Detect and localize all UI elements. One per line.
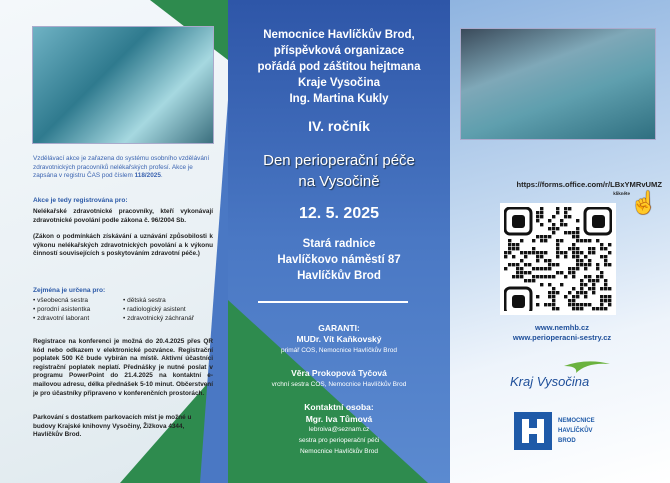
target-item: • zdravotní laborant bbox=[33, 315, 123, 324]
website-link[interactable]: www.perioperacni-sestry.cz bbox=[512, 333, 612, 342]
divider bbox=[258, 301, 408, 303]
target-item: • porodní asistentka bbox=[33, 306, 123, 315]
edition: IV. ročník bbox=[308, 118, 370, 134]
operating-room-photo bbox=[460, 28, 656, 140]
event-title bbox=[228, 150, 450, 192]
guarantors-heading: GARANTI: bbox=[318, 323, 360, 333]
venue-line: Stará radnice bbox=[302, 238, 376, 250]
contact-name: Mgr. Iva Tůmová bbox=[305, 414, 373, 424]
parking-text: Parkování s dostatkem parkovacích míst je možné u budovy Krajské knihovny Vysočiny, Žižkova 4344, Havlíčkův Brod. bbox=[33, 414, 192, 439]
organizer-line: Nemocnice Havlíčkův Brod, bbox=[263, 29, 415, 41]
websites bbox=[462, 323, 662, 343]
guarantor-name: Věra Prokopová Tyčová bbox=[291, 368, 387, 378]
qr-code-pattern bbox=[504, 207, 612, 311]
form-link[interactable]: https://forms.office.com/r/LBxYMRvUMZ bbox=[516, 180, 662, 189]
guarantor-name: MUDr. Vít Kaňkovský bbox=[296, 334, 382, 344]
guarantor-role: vrchní sestra COS, Nemocnice Havlíčkův Brod bbox=[271, 381, 407, 388]
logo-line: HAVLÍČKŮV bbox=[558, 428, 593, 434]
title-line: Den perioperační péče bbox=[263, 152, 415, 169]
organizer-block bbox=[228, 27, 450, 107]
middle-panel bbox=[228, 0, 450, 483]
target-list bbox=[33, 297, 213, 323]
registered-text: Nelékařské zdravotnické pracovníky, kteří vykonávají zdravotnické povolání podle zákona č. 96/2004 Sb. bbox=[33, 208, 213, 224]
target-item: • radiologický asistent bbox=[123, 306, 213, 315]
right-panel: https://forms.office.com/r/LBxYMRvUMZ klikněte ☝ www.nemhb.cz www.perioperacni-sestry.cz Kraj Vysočina NEMOCNICE HAVLÍČKŮV BROD bbox=[450, 0, 670, 483]
title-line: na Vysočině bbox=[298, 173, 380, 190]
venue-line: Havlíčkovo náměstí 87 bbox=[277, 254, 401, 266]
target-item: • zdravotnický záchranář bbox=[123, 315, 213, 324]
organizer-line: Kraje Vysočina bbox=[297, 77, 381, 89]
target-item: • dětská sestra bbox=[123, 297, 213, 306]
registry-number: 118/2025 bbox=[134, 172, 161, 180]
target-heading: Zejména je určena pro: bbox=[33, 287, 106, 294]
venue bbox=[228, 236, 450, 284]
organizer-line: příspěvková organizace bbox=[273, 45, 405, 57]
organizer-line: Ing. Martina Kukly bbox=[289, 93, 389, 105]
hospital-logo-icon bbox=[514, 412, 552, 450]
law-text: (Zákon o podmínkách získávání a uznávání způsobilosti k výkonu nelékařských zdravotnických povolání a k výkonu činností souvisejících s poskytováním zdravotní péče.) bbox=[33, 233, 213, 258]
registered-heading: Akce je tedy registrována pro: bbox=[33, 197, 128, 204]
surgical-instruments-photo bbox=[32, 26, 214, 144]
guarantor-role: primář COS, Nemocnice Havlíčkův Brod bbox=[281, 347, 397, 354]
logo-line: NEMOCNICE bbox=[558, 418, 595, 424]
hospital-logo-text bbox=[558, 416, 595, 446]
registration-text: Registrace na konferenci je možná do 20.4.2025 přes QR kód nebo odkazem v elektronické pozvánce. Registrační poplatek 500 Kč bude vybírán na místě. Aktivní účastníci registrační poplatek neplatí. Přednášky je nutné poslat v programu PowerPoint do 21.4.2025 na kontaktní e-mailovou adresu, délka přednášek 5-10 minut. Občerstvení je pro účastníky připraveno v konferenčních prostorách. bbox=[33, 338, 213, 397]
contact-email[interactable]: lebroiva@seznam.cz bbox=[308, 426, 370, 433]
hand-pointer-icon: ☝ bbox=[630, 190, 658, 215]
logo-line: BROD bbox=[558, 438, 576, 444]
registration-qr-code[interactable] bbox=[500, 203, 616, 315]
contact-org: Nemocnice Havlíčkův Brod bbox=[299, 448, 379, 455]
organizer-line: pořádá pod záštitou hejtmana bbox=[257, 61, 421, 73]
venue-line: Havlíčkův Brod bbox=[297, 270, 381, 282]
event-date: 12. 5. 2025 bbox=[298, 205, 380, 222]
contact-heading: Kontaktní osoba: bbox=[304, 402, 374, 412]
contact-role: sestra pro perioperační péči bbox=[298, 437, 380, 444]
left-panel bbox=[0, 0, 228, 483]
kraj-logo-swoosh-icon bbox=[562, 360, 612, 374]
click-label: klikněte bbox=[613, 191, 630, 196]
website-link[interactable]: www.nemhb.cz bbox=[535, 323, 589, 332]
intro-text: Vzdělávací akce je zařazena do systému osobního vzdělávání zdravotnických pracovníků nelékařských profesí. Akce je zapsána v registru ČAS pod číslem 118/2025. bbox=[33, 155, 210, 180]
target-item: • všeobecná sestra bbox=[33, 297, 123, 306]
